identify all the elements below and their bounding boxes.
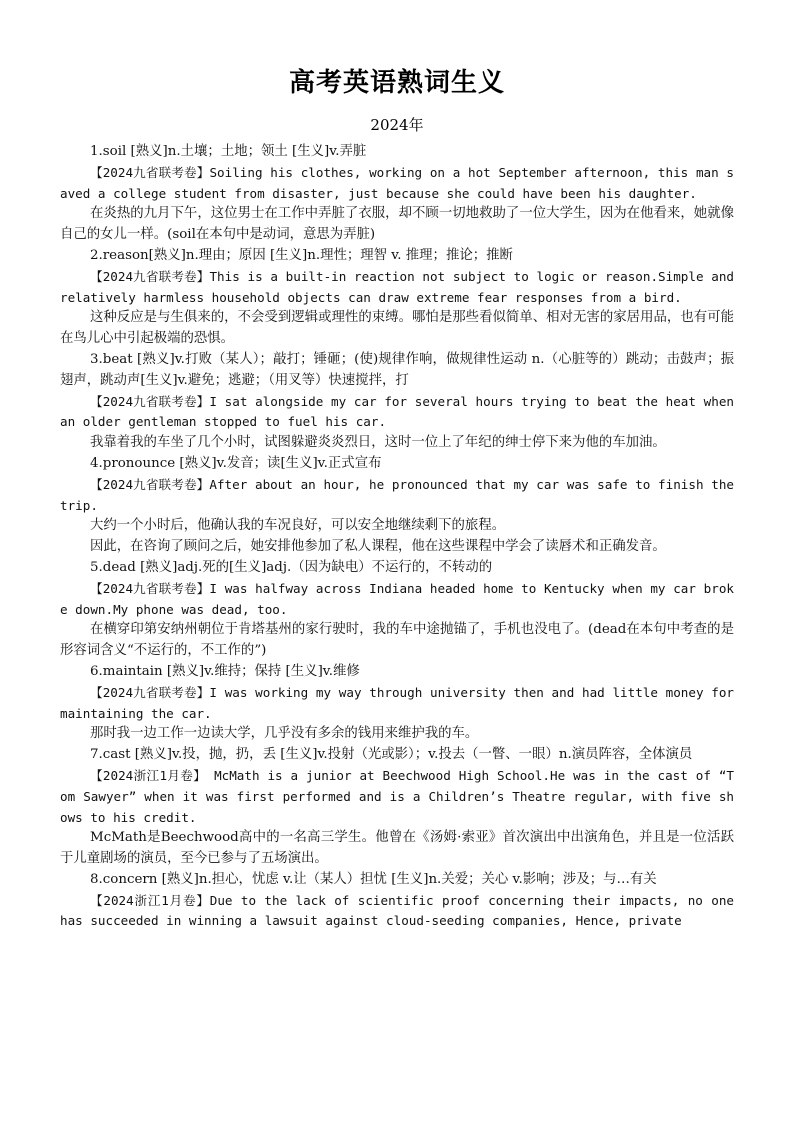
document-body	[60, 142, 734, 932]
translation-text: 这种反应是与生俱来的，不会受到逻辑或理性的束缚。哪怕是那些看似简单、相对无害的家居用品，也有可能在鸟儿心中引起极端的恐惧。	[60, 310, 734, 347]
example-sentence: 【2024九省联考卷】This is a built-in reaction not subject to logic or reason.Simple and relatively harmless household objects can draw extreme fear responses from a bird.	[60, 268, 734, 305]
translation-text: 在炎热的九月下午，这位男士在工作中弄脏了衣服，却不顾一切地救助了一位大学生，因为在他看来，她就像自己的女儿一样。(soil在本句中是动词，意思为弄脏)	[60, 206, 734, 243]
entry-heading: 4.pronounce [熟义]v.发音；读[生义]v.正式宣布	[90, 455, 382, 471]
entry-heading: 7.cast [熟义]v.投，抛，扔，丢 [生义]v.投射（光或影）；v.投去（一瞥、一眼）n.演员阵容，全体演员	[90, 747, 693, 763]
translation-text: 我靠着我的车坐了几个小时，试图躲避炎炎烈日，这时一位上了年纪的绅士停下来为他的车加油。	[90, 435, 666, 451]
example-sentence: 【2024浙江1月卷】 McMath is a junior at Beechwood High School.He was in the cast of “Tom Sawyer” when it was first performed and is a Children’s Theatre regular, with five shows to his credit.	[60, 767, 734, 825]
entry-heading: 6.maintain [熟义]v.维持；保持 [生义]v.维修	[90, 663, 360, 679]
translation-text: McMath是Beechwood高中的一名高三学生。他曾在《汤姆·索亚》首次演出中出演角色，并且是一位活跃于儿童剧场的演员，至今已参与了五场演出。	[60, 830, 734, 867]
translation-text: 大约一个小时后，他确认我的车况良好，可以安全地继续剩下的旅程。	[90, 518, 506, 534]
entry-heading: 1.soil [熟义]n.土壤；土地；领土 [生义]v.弄脏	[90, 144, 367, 159]
translation-text: 在横穿印第安纳州朝位于肯塔基州的家行驶时，我的车中途抛锚了，手机也没电了。(dead在本句中考查的是形容词含义“不运行的，不工作的”)	[60, 622, 734, 659]
example-sentence: 【2024九省联考卷】I was halfway across Indiana headed home to Kentucky when my car broke down.My phone was dead, too.	[60, 580, 734, 617]
entry-heading: 8.concern [熟义]n.担心，忧虑 v.让（某人）担忧 [生义]n.关爱；关心 v.影响；涉及；与…有关	[90, 871, 657, 887]
example-sentence: 【2024九省联考卷】I was working my way through university then and had little money for maintaining the car.	[60, 684, 734, 721]
example-sentence: 【2024九省联考卷】Soiling his clothes, working on a hot September afternoon, this man saved a college student from disaster, just because she could have been his daughter.	[60, 164, 734, 201]
document-subtitle: 2024年	[370, 116, 424, 134]
example-sentence: 【2024九省联考卷】I sat alongside my car for several hours trying to beat the heat when an older gentleman stopped to fuel his car.	[60, 393, 734, 430]
document-title: 高考英语熟词生义	[288, 68, 505, 98]
entry-heading: 5.dead [熟义]adj.死的[生义]adj.（因为缺电）不运行的，不转动的	[90, 559, 493, 575]
entry-heading: 2.reason[熟义]n.理由；原因 [生义]n.理性；理智 v. 推理；推论；推断	[90, 247, 513, 263]
translation-text: 因此，在咨询了顾问之后，她安排他参加了私人课程，他在这些课程中学会了读唇术和正确发音。	[90, 539, 666, 555]
entry-heading: 3.beat [熟义]v.打败（某人）；敲打；锤砸；(使)规律作响，做规律性运动 n.（心脏等的）跳动；击鼓声；振翅声，跳动声[生义]v.避免；逃避；（用叉等）快速搅拌，打	[60, 351, 734, 388]
example-sentence: 【2024九省联考卷】After about an hour, he pronounced that my car was safe to finish the trip.	[60, 476, 734, 513]
translation-text: 那时我一边工作一边读大学，几乎没有多余的钱用来维护我的车。	[90, 726, 479, 742]
example-sentence: 【2024浙江1月卷】Due to the lack of scientific proof concerning their impacts, no one has succeeded in winning a lawsuit against cloud-seeding companies, Hence, private	[60, 892, 734, 929]
